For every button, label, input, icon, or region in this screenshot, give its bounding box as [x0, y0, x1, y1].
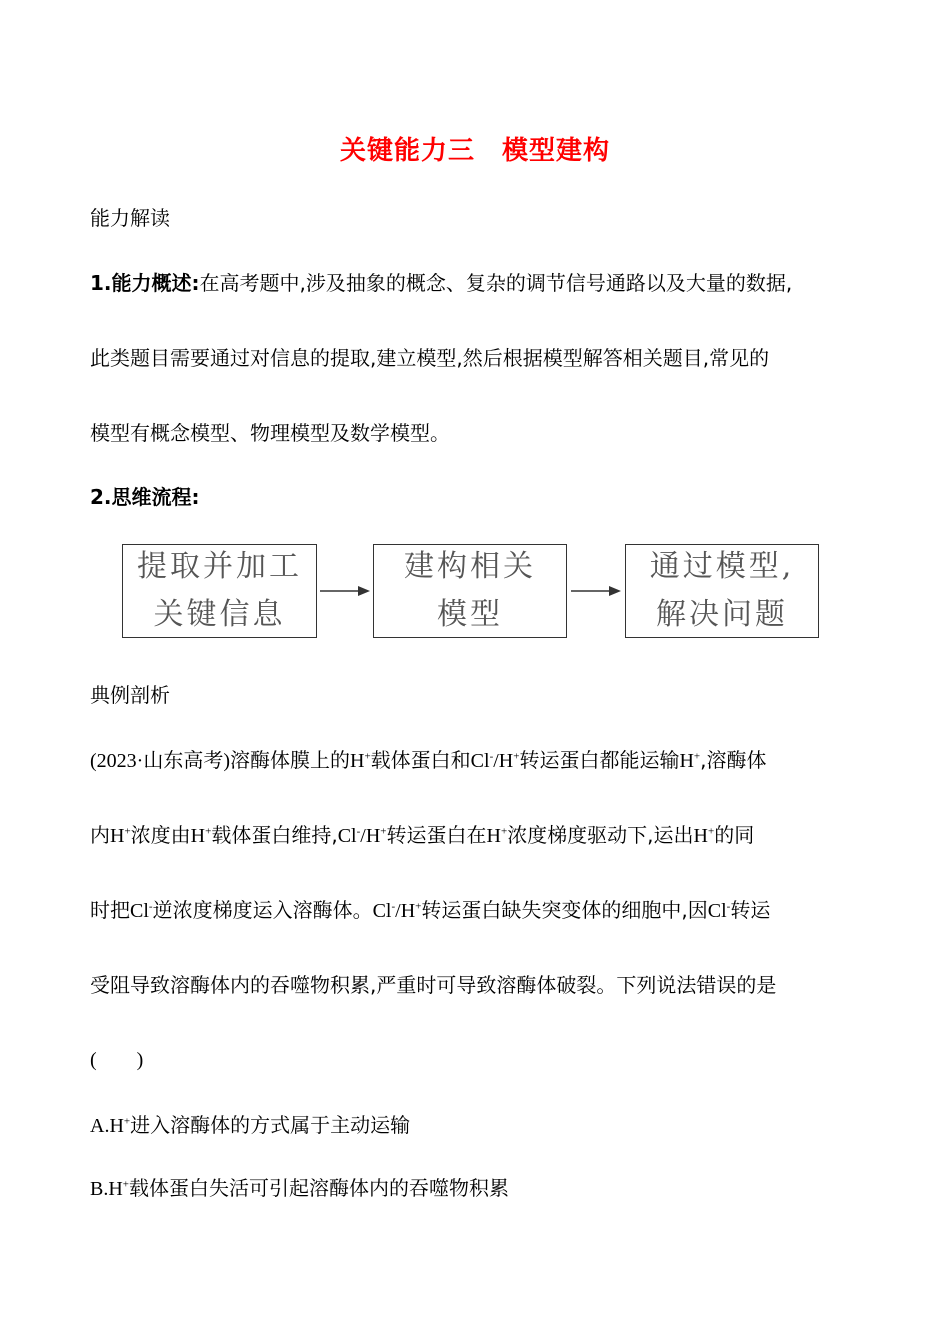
option-b-label: B. [90, 1178, 109, 1200]
text-span: 浓度梯度驱动下,运出 [507, 823, 694, 847]
flow-arrow-right-icon [569, 583, 623, 599]
sup-minus: - [391, 900, 396, 913]
sup-plus: + [500, 825, 508, 838]
text-span: 转运 [730, 898, 771, 922]
page-title: 关键能力三 模型建构 [339, 136, 610, 166]
sup-plus: + [708, 825, 715, 838]
flow-box-build [373, 544, 567, 638]
point1-line1 [90, 268, 870, 298]
sup-minus: - [726, 900, 731, 913]
point1-label: 1.能力概述: [90, 271, 200, 295]
option-a [90, 1110, 870, 1141]
point1-text-1: 在高考题中,涉及抽象的概念、复杂的调节信号通路以及大量的数据, [199, 271, 793, 295]
point1-line3: 模型有概念模型、物理模型及数学模型。 [90, 421, 450, 445]
question-line2 [90, 820, 870, 851]
section-heading-ability: 能力解读 [90, 206, 170, 230]
section-heading-example: 典例剖析 [90, 683, 170, 707]
flow-box-build-line1: 建构相关 [404, 549, 536, 584]
sup-plus: + [693, 750, 701, 763]
sup-plus: + [364, 750, 371, 763]
chem-cl: Cl [707, 900, 727, 922]
chem-h: H [498, 750, 514, 772]
question-line3 [90, 895, 870, 926]
chem-h: H [486, 825, 501, 847]
chem-cl: Cl [130, 900, 149, 922]
chem-h: H [190, 825, 206, 847]
sup-minus: - [148, 900, 153, 913]
sup-minus: - [489, 750, 494, 763]
chem-cl: Cl [372, 900, 392, 922]
text-span: ,溶酶体 [700, 748, 767, 772]
option-a-label: A. [90, 1115, 110, 1137]
flow-box-solve-line1: 通过模型, [649, 549, 795, 584]
flow-arrow-right-icon [318, 583, 372, 599]
chem-h: H [108, 1178, 123, 1200]
chem-h: H [693, 825, 708, 847]
flow-box-extract-line2: 关键信息 [153, 597, 286, 632]
sup-plus: + [380, 825, 387, 838]
chem-cl: Cl [470, 750, 490, 772]
sup-minus: - [356, 825, 361, 838]
point2-label: 2.思维流程: [90, 485, 200, 509]
chem-h: H [110, 825, 125, 847]
sup-plus: + [205, 825, 212, 838]
chem-h: H [679, 750, 694, 772]
sup-plus: + [123, 1115, 131, 1128]
chem-h: H [109, 1115, 124, 1137]
text-span: 转运蛋白缺失突变体的细胞中,因 [421, 898, 708, 922]
flow-box-extract [122, 544, 317, 638]
text-span: 时把 [90, 898, 130, 922]
flow-box-build-line2: 模型 [437, 597, 503, 632]
chem-h: H [365, 825, 381, 847]
text-span: 内 [90, 823, 110, 847]
sup-plus: + [415, 900, 422, 913]
flow-box-solve-line2: 解决问题 [656, 597, 788, 632]
text-span: 转运蛋白在 [386, 823, 487, 847]
option-a-text: 进入溶酶体的方式属于主动运输 [130, 1113, 411, 1137]
sup-plus: + [122, 1178, 130, 1191]
sup-plus: + [513, 750, 520, 763]
paren-open: ( [90, 1049, 97, 1071]
flow-box-extract-line1: 提取并加工 [137, 549, 302, 584]
slash: / [360, 825, 366, 847]
option-b [90, 1173, 870, 1204]
option-b-text: 载体蛋白失活可引起溶酶体内的吞噬物积累 [129, 1176, 510, 1200]
paren-close: ) [136, 1049, 144, 1071]
text-span: 逆浓度梯度运入溶酶体。 [152, 898, 373, 922]
question-line4: 受阻导致溶酶体内的吞噬物积累,严重时可导致溶酶体破裂。下列说法错误的是 [90, 973, 777, 997]
chem-cl: Cl [337, 825, 357, 847]
text-span: 的同 [714, 823, 755, 847]
chem-h: H [400, 900, 416, 922]
text-span: 载体蛋白和 [370, 748, 471, 772]
chem-h: H [349, 750, 365, 772]
text-span: 载体蛋白维持, [211, 823, 338, 847]
flow-box-solve [625, 544, 819, 638]
answer-parentheses [90, 1045, 870, 1075]
sup-plus: + [124, 825, 131, 838]
text-span: 溶酶体膜上的 [229, 748, 350, 772]
point1-line2: 此类题目需要通过对信息的提取,建立模型,然后根据模型解答相关题目,常见的 [90, 346, 770, 370]
question-source: (2023·山东高考) [90, 750, 230, 772]
question-line1 [90, 745, 870, 776]
slash: / [493, 750, 499, 772]
text-span: 浓度由 [130, 823, 191, 847]
slash: / [395, 900, 401, 922]
text-span: 转运蛋白都能运输 [519, 748, 680, 772]
